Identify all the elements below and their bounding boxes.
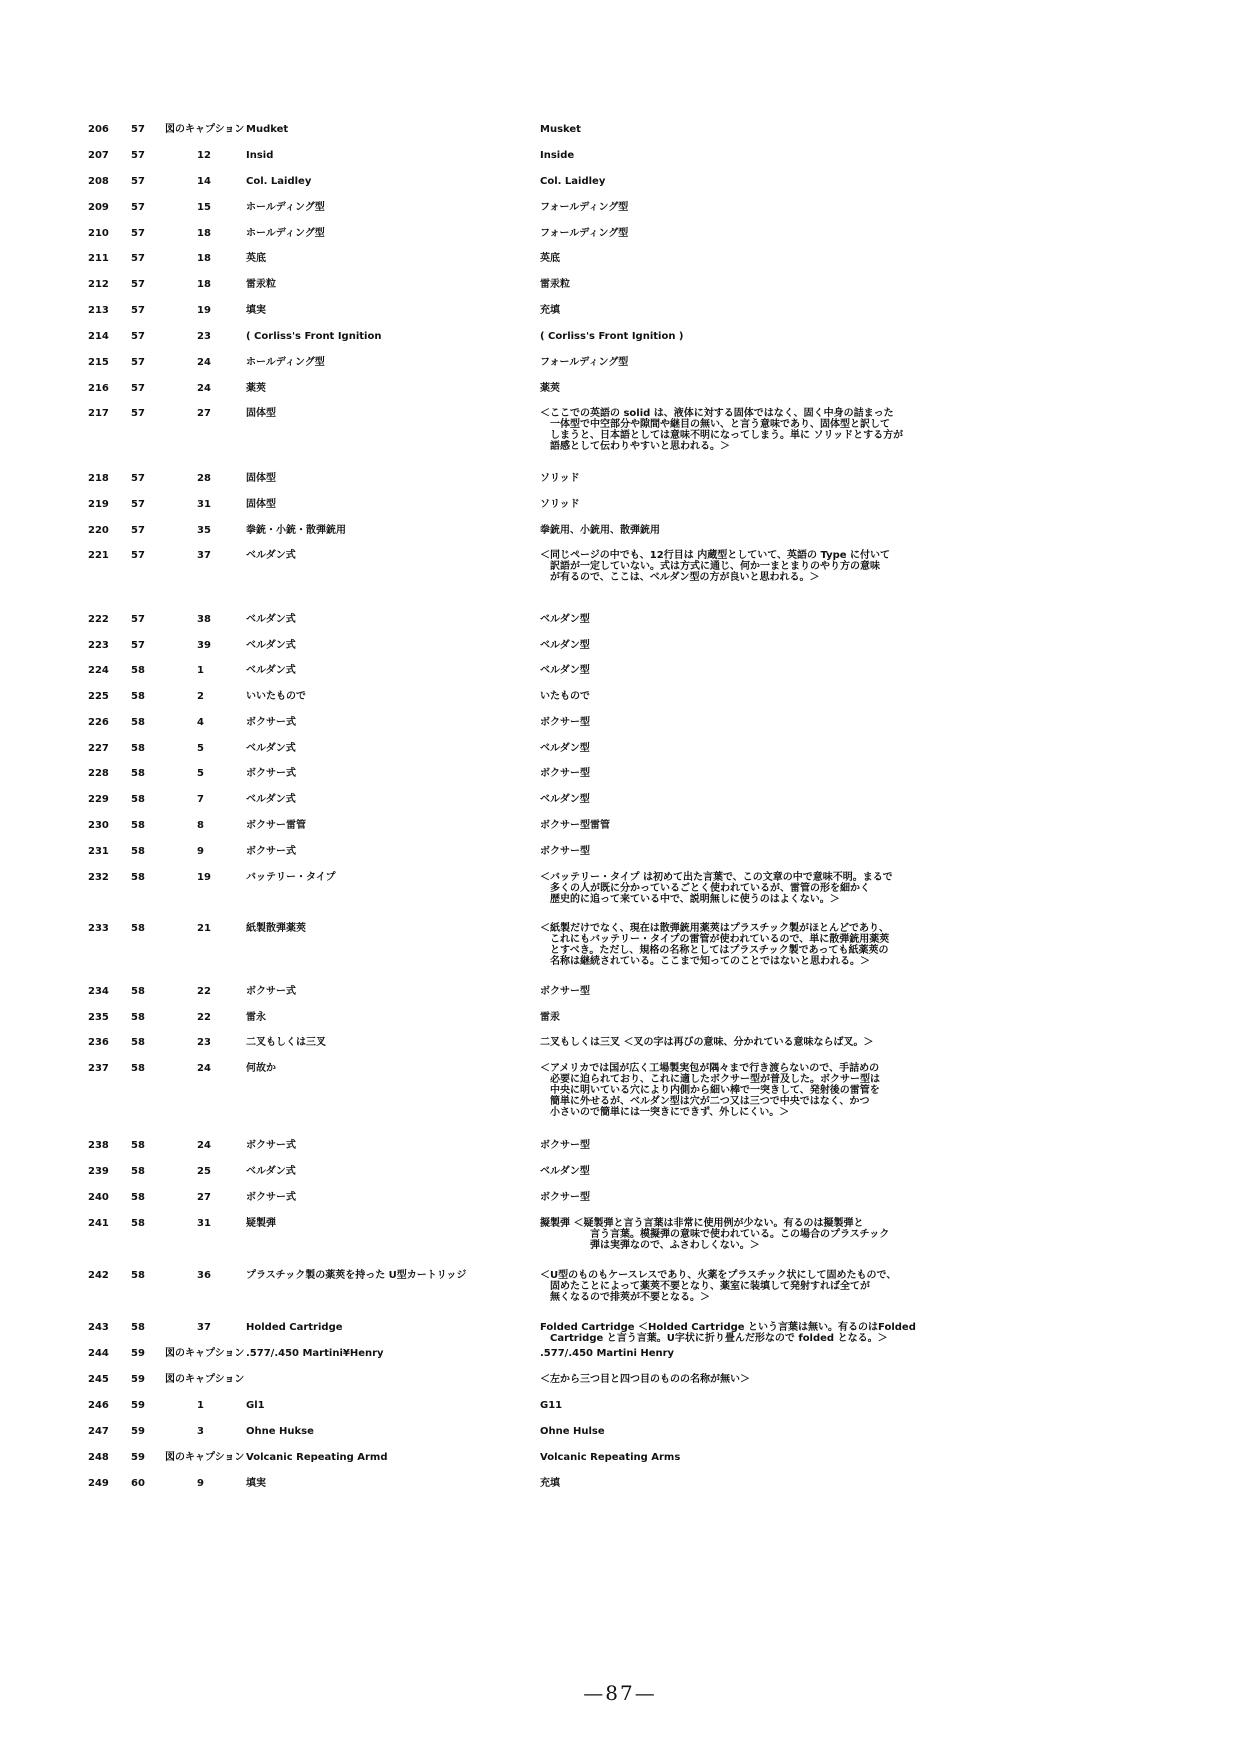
correction-text: G11 [540,1400,563,1411]
page-ref: 59 [131,1452,145,1463]
entry-number: 211 [88,253,109,264]
page-ref: 58 [131,846,145,857]
correction-text: ＜バッテリー・タイプ は初めて出た言葉で、この文章の中で意味不明。まるで 多くの人が既に分かっているごとく使われているが、雷管の形を細かく 歴史的に追って来ている中で、説明無しに使うのはよくない。＞ [540,872,893,905]
page-ref: 58 [131,1218,145,1229]
correction-text: 雷汞 [540,1012,560,1023]
page-ref: 57 [131,279,145,290]
correction-text: ベルダン型 [540,794,590,805]
page-ref: 57 [131,331,145,342]
line-ref: 18 [197,253,211,264]
entry-number: 215 [88,357,109,368]
original-text: Gl1 [246,1400,265,1411]
page-ref: 57 [131,124,145,135]
correction-text: Musket [540,124,581,135]
page-ref: 57 [131,176,145,187]
correction-text: ＜U型のものもケースレスであり、火薬をプラスチック状にして固めたもので、 固めたことによって薬莢不要となり、薬室に装填して発射すれば全てが 無くなるので排莢が不要となる。＞ [540,1270,897,1303]
correction-text: 薬莢 [540,383,560,394]
original-text: ベルダン式 [246,743,296,754]
line-ref: 5 [197,768,204,779]
original-text: ホールディング型 [246,202,325,213]
entry-number: 249 [88,1478,109,1489]
entry-number: 236 [88,1037,109,1048]
entry-number: 220 [88,525,109,536]
page-ref: 57 [131,473,145,484]
line-ref: 31 [197,1218,211,1229]
caption-ref: 図のキャプション [165,1348,245,1359]
entry-number: 228 [88,768,109,779]
correction-text: 充填 [540,305,560,316]
line-ref: 25 [197,1166,211,1177]
original-text: Col. Laidley [246,176,312,187]
entry-number: 229 [88,794,109,805]
entry-number: 207 [88,150,109,161]
original-text: ベルダン式 [246,1166,296,1177]
page-ref: 58 [131,1140,145,1151]
correction-text: ＜ここでの英語の solid は、液体に対する固体ではなく、固く中身の詰まった 一体型で中空部分や隙間や継目の無い、と言う意味であり、固体型と訳して しまうと、日本語としては意味不明になってしまう。単に ソリッドとする方が 語感として伝わりやすいと思われる。＞ [540,408,904,452]
page-ref: 57 [131,150,145,161]
original-text: ホールディング型 [246,357,325,368]
correction-text: ボクサー型 [540,1192,590,1203]
original-text: ボクサー式 [246,1140,296,1151]
original-text: 紙製散弾薬莢 [246,923,306,934]
line-ref: 8 [197,820,204,831]
entry-number: 214 [88,331,109,342]
page-ref: 58 [131,1063,145,1074]
original-text: 疑製弾 [246,1218,276,1229]
original-text: Holded Cartridge [246,1322,343,1333]
line-ref: 24 [197,1140,211,1151]
entry-number: 241 [88,1218,109,1229]
line-ref: 1 [197,1400,204,1411]
correction-text: ソリッド [540,473,580,484]
caption-ref: 図のキャプション [165,124,245,135]
correction-text: いたもので [540,691,590,702]
page-ref: 58 [131,1270,145,1281]
original-text: 固体型 [246,408,276,419]
entry-number: 212 [88,279,109,290]
original-text: 填実 [246,305,266,316]
line-ref: 19 [197,305,211,316]
entry-number: 238 [88,1140,109,1151]
page-ref: 58 [131,717,145,728]
original-text: いいたもので [246,691,306,702]
entry-number: 225 [88,691,109,702]
page-ref: 59 [131,1426,145,1437]
original-text: 何故か [246,1063,276,1074]
original-text: Ohne Hukse [246,1426,314,1437]
page-ref: 58 [131,794,145,805]
correction-text: ソリッド [540,499,580,510]
original-text: 填実 [246,1478,266,1489]
correction-text: ＜紙製だけでなく、現在は散弾銃用薬莢はプラスチック製がほとんどであり、 これにもバッテリー・タイプの雷管が使われているので、単に散弾銃用薬莢 とすべき。ただし、規格の名称としてはプラスチック製であっても紙薬莢の 名称は継続されている。ここまで知ってのことではないと思われる。＞ [540,923,890,967]
correction-text: 英底 [540,253,560,264]
correction-text: ＜同じページの中でも、12行目は 内蔵型としていて、英語の Type に付いて 訳語が一定していない。式は方式に通じ、何か一まとまりのやり方の意味 が有るので、ここは、ベルダン型の方が良いと思われる。＞ [540,550,891,583]
original-text: Insid [246,150,274,161]
entry-number: 210 [88,228,109,239]
entry-number: 234 [88,986,109,997]
page-ref: 57 [131,640,145,651]
line-ref: 24 [197,383,211,394]
original-text: 薬莢 [246,383,266,394]
correction-text: ベルダン型 [540,743,590,754]
correction-text: ＜左から三つ目と四つ目のものの名称が無い＞ [540,1374,750,1385]
correction-text: ボクサー型 [540,717,590,728]
original-text: ボクサー式 [246,1192,296,1203]
entry-number: 223 [88,640,109,651]
page-ref: 58 [131,1322,145,1333]
original-text: ボクサー雷管 [246,820,306,831]
correction-text: フォールディング型 [540,357,629,368]
entry-number: 219 [88,499,109,510]
page-ref: 57 [131,253,145,264]
line-ref: 2 [197,691,204,702]
page-ref: 58 [131,1192,145,1203]
caption-ref: 図のキャプション [165,1452,245,1463]
line-ref: 12 [197,150,211,161]
correction-text: 擬製弾 ＜疑製弾と言う言葉は非常に使用例が少ない。有るのは擬製弾と 言う言葉。模擬弾の意味で使われている。この場合のプラスチック 弾は実弾なので、ふさわしくない。＞ [540,1218,890,1251]
entry-number: 221 [88,550,109,561]
page-ref: 57 [131,408,145,419]
original-text: 二叉もしくは三叉 [246,1037,326,1048]
entry-number: 226 [88,717,109,728]
correction-text: Volcanic Repeating Arms [540,1452,681,1463]
page-ref: 59 [131,1374,145,1385]
line-ref: 38 [197,614,211,625]
original-text: ベルダン式 [246,794,296,805]
line-ref: 36 [197,1270,211,1281]
original-text: ベルダン式 [246,640,296,651]
correction-text: ベルダン型 [540,614,590,625]
original-text: ベルダン式 [246,614,296,625]
page-ref: 57 [131,228,145,239]
original-text: 雷汞粒 [246,279,276,290]
line-ref: 24 [197,1063,211,1074]
line-ref: 37 [197,1322,211,1333]
original-text: ベルダン式 [246,665,296,676]
line-ref: 37 [197,550,211,561]
page-ref: 59 [131,1348,145,1359]
original-text: ボクサー式 [246,768,296,779]
line-ref: 27 [197,1192,211,1203]
original-text: Mudket [246,124,289,135]
entry-number: 230 [88,820,109,831]
page-ref: 58 [131,691,145,702]
page-ref: 58 [131,820,145,831]
correction-text: ＜アメリカでは国が広く工場製実包が隅々まで行き渡らないので、手詰めの 必要に迫られており、これに適したボクサー型が普及した。ボクサー型は 中央に明いている穴により内側から細い棒で一突きして、発射後の雷管を 簡単に外せるが、ベルダン型は穴が二つ又は三つで中央ではなく、かつ 小さいので簡単には一突きにできず、外しにくい。＞ [540,1063,880,1118]
correction-text: Inside [540,150,575,161]
entry-number: 209 [88,202,109,213]
entry-number: 222 [88,614,109,625]
entry-number: 233 [88,923,109,934]
entry-number: 206 [88,124,109,135]
line-ref: 22 [197,1012,211,1023]
line-ref: 4 [197,717,204,728]
line-ref: 7 [197,794,204,805]
correction-text: ベルダン型 [540,640,590,651]
original-text: ボクサー式 [246,717,296,728]
page-ref: 57 [131,614,145,625]
correction-text: ボクサー型 [540,1140,590,1151]
line-ref: 1 [197,665,204,676]
correction-text: ボクサー型雷管 [540,820,610,831]
line-ref: 31 [197,499,211,510]
line-ref: 18 [197,279,211,290]
page-ref: 58 [131,872,145,883]
entry-number: 216 [88,383,109,394]
page-ref: 60 [131,1478,145,1489]
caption-ref: 図のキャプション [165,1374,245,1385]
correction-text: Ohne Hulse [540,1426,605,1437]
original-text: ボクサー式 [246,846,296,857]
correction-text: 充填 [540,1478,560,1489]
correction-text: ボクサー型 [540,846,590,857]
correction-text: ボクサー型 [540,768,590,779]
page-ref: 57 [131,525,145,536]
line-ref: 18 [197,228,211,239]
line-ref: 5 [197,743,204,754]
correction-text: ベルダン型 [540,1166,590,1177]
correction-text: 雷汞粒 [540,279,570,290]
original-text: ベルダン式 [246,550,296,561]
line-ref: 27 [197,408,211,419]
entry-number: 213 [88,305,109,316]
original-text: ボクサー式 [246,986,296,997]
correction-text: ベルダン型 [540,665,590,676]
original-text: .577/.450 Martini¥Henry [246,1348,384,1359]
original-text: 英底 [246,253,266,264]
page-ref: 58 [131,665,145,676]
entry-number: 245 [88,1374,109,1385]
page-ref: 59 [131,1400,145,1411]
original-text: 拳銃・小銃・散弾銃用 [246,525,346,536]
correction-text: ボクサー型 [540,986,590,997]
line-ref: 9 [197,1478,204,1489]
line-ref: 23 [197,331,211,342]
entry-number: 208 [88,176,109,187]
entry-number: 243 [88,1322,109,1333]
entry-number: 224 [88,665,109,676]
line-ref: 21 [197,923,211,934]
original-text: 雷永 [246,1012,266,1023]
line-ref: 22 [197,986,211,997]
page-ref: 57 [131,202,145,213]
page-ref: 57 [131,357,145,368]
original-text: プラスチック製の薬莢を持った U型カートリッジ [246,1270,467,1281]
line-ref: 35 [197,525,211,536]
entry-number: 239 [88,1166,109,1177]
page-ref: 58 [131,923,145,934]
line-ref: 24 [197,357,211,368]
page-ref: 57 [131,550,145,561]
correction-text: 拳銃用、小銃用、散弾銃用 [540,525,660,536]
entry-number: 232 [88,872,109,883]
line-ref: 3 [197,1426,204,1437]
original-text: Volcanic Repeating Armd [246,1452,388,1463]
line-ref: 39 [197,640,211,651]
entry-number: 240 [88,1192,109,1203]
correction-text: 二叉もしくは三叉 ＜叉の字は再びの意味、分かれている意味ならば叉。＞ [540,1037,874,1048]
original-text: ホールディング型 [246,228,325,239]
page-number: —87— [583,1681,657,1705]
entry-number: 218 [88,473,109,484]
line-ref: 28 [197,473,211,484]
entry-number: 235 [88,1012,109,1023]
correction-text: ( Corliss's Front Ignition ) [540,331,684,342]
page-ref: 58 [131,986,145,997]
page-ref: 58 [131,1012,145,1023]
line-ref: 23 [197,1037,211,1048]
entry-number: 227 [88,743,109,754]
line-ref: 19 [197,872,211,883]
correction-text: フォールディング型 [540,202,629,213]
entry-number: 237 [88,1063,109,1074]
entry-number: 217 [88,408,109,419]
page-ref: 57 [131,383,145,394]
line-ref: 14 [197,176,211,187]
entry-number: 246 [88,1400,109,1411]
correction-text: フォールディング型 [540,228,629,239]
correction-text: Folded Cartridge ＜Holded Cartridge という言葉は無い。有るのはFolded Cartridge と言う言葉。U字状に折り畳んだ形なので folded となる。＞ [540,1322,916,1344]
page-ref: 58 [131,743,145,754]
original-text: ( Corliss's Front Ignition [246,331,382,342]
entry-number: 247 [88,1426,109,1437]
page-ref: 58 [131,1037,145,1048]
correction-text: Col. Laidley [540,176,606,187]
page-ref: 58 [131,1166,145,1177]
entry-number: 248 [88,1452,109,1463]
entry-number: 242 [88,1270,109,1281]
entry-number: 244 [88,1348,109,1359]
original-text: バッテリー・タイプ [246,872,336,883]
entry-number: 231 [88,846,109,857]
line-ref: 9 [197,846,204,857]
original-text: 固体型 [246,473,276,484]
page-ref: 58 [131,768,145,779]
original-text: 固体型 [246,499,276,510]
page-ref: 57 [131,499,145,510]
page-ref: 57 [131,305,145,316]
line-ref: 15 [197,202,211,213]
correction-text: .577/.450 Martini Henry [540,1348,675,1359]
